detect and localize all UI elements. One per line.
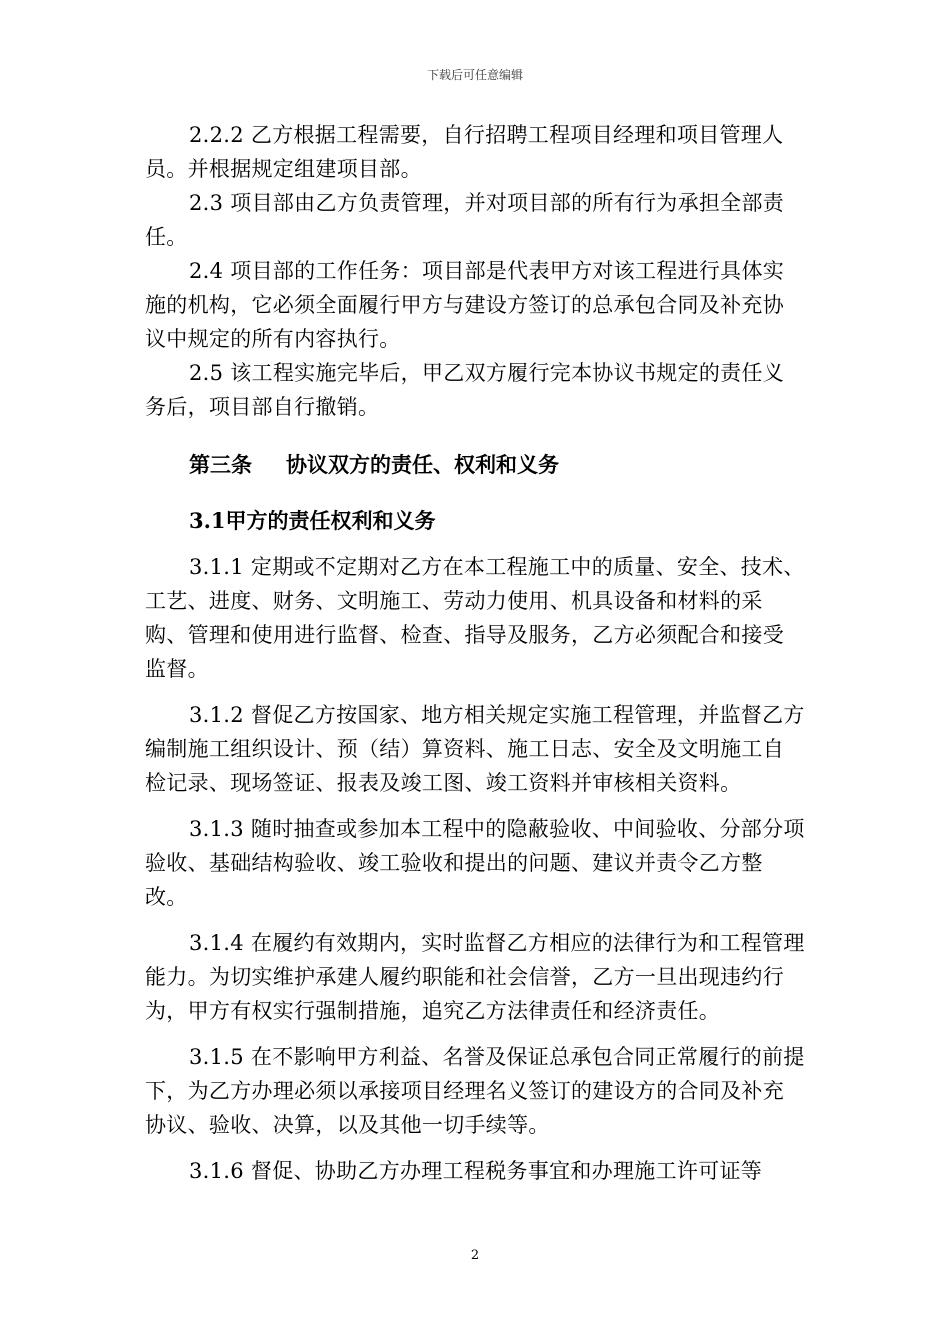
paragraph-3-1-1: 3.1.1 定期或不定期对乙方在本工程施工中的质量、安全、技术、工艺、进度、财务、文明施工、劳动力使用、机具设备和材料的采购、管理和使用进行监督、检查、指导及服务，乙方必须配合和接受监督。 [145, 555, 805, 681]
paragraph-3-1-5: 3.1.5 在不影响甲方利益、名誉及保证总承包合同正常履行的前提下，为乙方办理必须以承接项目经理名义签订的建设方的合同及补充协议、验收、决算，以及其他一切手续等。 [145, 1045, 805, 1137]
document-body [145, 118, 805, 1188]
section-3-heading [145, 448, 805, 482]
paragraph-2-4: 2.4 项目部的工作任务：项目部是代表甲方对该工程进行具体实施的机构，它必须全面履行甲方与建设方签订的总承包合同及补充协议中规定的所有内容执行。 [145, 259, 785, 351]
paragraph-3-1-3: 3.1.3 随时抽查或参加本工程中的隐蔽验收、中间验收、分部分项验收、基础结构验收、竣工验收和提出的问题、建议并责令乙方整改。 [145, 817, 805, 909]
page-header: 下载后可任意编辑 [426, 68, 523, 82]
section-3-title: 协议双方的责任、权利和义务 [286, 452, 559, 477]
paragraph-2-5: 2.5 该工程实施完毕后，甲乙双方履行完本协议书规定的责任义务后，项目部自行撤销。 [145, 361, 785, 419]
paragraph-2-3: 2.3 项目部由乙方负责管理，并对项目部的所有行为承担全部责任。 [145, 191, 785, 249]
paragraph-3-1-6: 3.1.6 督促、协助乙方办理工程税务事宜和办理施工许可证等 [189, 1159, 763, 1183]
paragraph-2-2-2: 2.2.2 乙方根据工程需要，自行招聘工程项目经理和项目管理人员。并根据规定组建项目部。 [145, 123, 784, 181]
section-3-number: 第三条 [189, 452, 252, 477]
paragraph-3-1-2: 3.1.2 督促乙方按国家、地方相关规定实施工程管理，并监督乙方编制施工组织设计、预（结）算资料、施工日志、安全及文明施工自检记录、现场签证、报表及竣工图、竣工资料并审核相关资料。 [145, 703, 805, 795]
page-number: 2 [470, 1248, 480, 1263]
paragraph-3-1-4: 3.1.4 在履约有效期内，实时监督乙方相应的法律行为和工程管理能力。为切实维护承建人履约职能和社会信誉，乙方一旦出现违约行为，甲方有权实行强制措施，追究乙方法律责任和经济责任。 [145, 931, 805, 1023]
subsection-3-1-heading: 3.1甲方的责任权利和义务 [189, 508, 436, 533]
